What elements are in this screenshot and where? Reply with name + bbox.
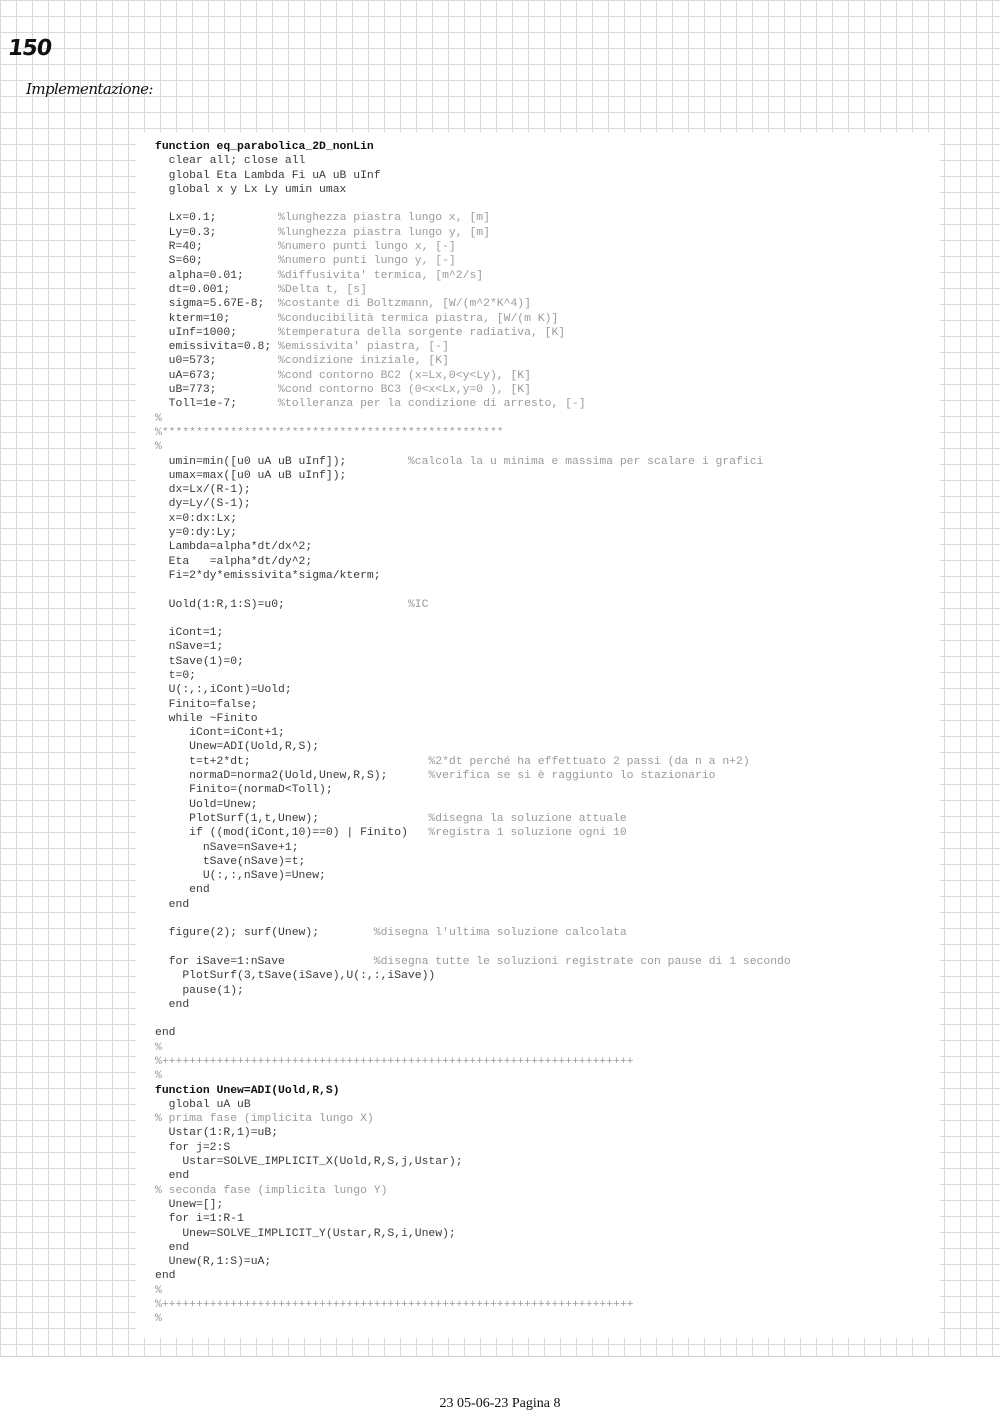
- code-line: [155, 183, 791, 197]
- code-comment: %disegna l'ultima soluzione calcolata: [373, 927, 627, 940]
- code-text: nSave=nSave+1;: [155, 841, 299, 854]
- code-comment: %: [155, 1070, 162, 1083]
- code-text: t=t+2*dt;: [155, 755, 429, 768]
- code-line: [155, 1098, 791, 1112]
- code-text: R=40;: [155, 241, 279, 254]
- code-text: Finito=false;: [155, 698, 258, 711]
- code-text: end: [155, 1027, 176, 1040]
- code-comment: %Delta t, [s]: [278, 283, 367, 296]
- code-line: [155, 1026, 791, 1040]
- code-text: global x y Lx Ly umin umax: [155, 183, 347, 196]
- code-line: [155, 755, 791, 769]
- code-comment: %condizione iniziale, [K]: [278, 355, 449, 368]
- code-line: [155, 1012, 791, 1026]
- code-text: normaD=norma2(Uold,Unew,R,S);: [155, 770, 429, 783]
- code-line: [155, 1126, 791, 1140]
- code-line: [155, 626, 791, 640]
- code-text: for i=1:R-1: [155, 1213, 244, 1226]
- code-comment: %costante di Boltzmann, [W/(m^2*K^4)]: [278, 298, 531, 311]
- code-line: [155, 855, 791, 869]
- code-line: [155, 783, 791, 797]
- code-line: [155, 698, 791, 712]
- code-text: function eq_parabolica_2D_nonLin: [155, 141, 374, 153]
- handwritten-page-number: 150: [6, 36, 53, 61]
- matlab-code-listing: [155, 140, 791, 1327]
- code-text: for iSave=1:nSave: [155, 955, 374, 968]
- code-text: end: [155, 1241, 190, 1254]
- code-line: [155, 1312, 791, 1326]
- code-line: [155, 197, 791, 211]
- code-line: [155, 312, 791, 326]
- code-line: [155, 397, 791, 411]
- code-text: iCont=1;: [155, 627, 224, 640]
- code-line: [155, 669, 791, 683]
- code-line: [155, 998, 791, 1012]
- code-line: [155, 297, 791, 311]
- code-text: end: [155, 884, 210, 897]
- code-line: [155, 1227, 791, 1241]
- code-text: sigma=5.67E-8;: [155, 298, 279, 311]
- code-text: U(:,:,nSave)=Unew;: [155, 870, 326, 883]
- code-text: end: [155, 898, 190, 911]
- code-comment: %cond contorno BC2 (x=Lx,0<y<Ly), [K]: [278, 369, 531, 382]
- code-line: [155, 1212, 791, 1226]
- code-text: end: [155, 1270, 176, 1283]
- code-line: [155, 326, 791, 340]
- code-line: [155, 169, 791, 183]
- code-line: [155, 898, 791, 912]
- code-line: [155, 1112, 791, 1126]
- code-line: [155, 383, 791, 397]
- code-comment: %: [155, 441, 162, 454]
- code-comment: %registra 1 soluzione ogni 10: [428, 827, 627, 840]
- code-comment: % prima fase (implicita lungo X): [155, 1113, 374, 1126]
- code-comment: %**************************************************: [155, 426, 504, 439]
- code-line: [155, 683, 791, 697]
- code-line: [155, 712, 791, 726]
- code-line: [155, 1184, 791, 1198]
- code-line: [155, 1069, 791, 1083]
- code-line: [155, 640, 791, 654]
- code-line: [155, 583, 791, 597]
- code-text: Finito=(normaD<Toll);: [155, 784, 333, 797]
- code-text: clear all; close all: [155, 155, 306, 168]
- code-line: [155, 254, 791, 268]
- code-line: [155, 154, 791, 168]
- code-comment: %lunghezza piastra lungo y, [m]: [278, 226, 490, 239]
- code-comment: % seconda fase (implicita lungo Y): [155, 1184, 388, 1197]
- code-text: Unew(R,1:S)=uA;: [155, 1256, 272, 1269]
- code-text: Unew=ADI(Uold,R,S);: [155, 741, 320, 754]
- code-line: [155, 798, 791, 812]
- code-line: [155, 569, 791, 583]
- code-line: [155, 1084, 791, 1098]
- code-text: pause(1);: [155, 984, 244, 997]
- code-line: [155, 869, 791, 883]
- code-text: Toll=1e-7;: [155, 398, 279, 411]
- code-comment: %tolleranza per la condizione di arresto, [-]: [278, 398, 586, 411]
- code-text: Eta =alpha*dt/dy^2;: [155, 555, 313, 568]
- code-text: if ((mod(iCont,10)==0) | Finito): [155, 827, 429, 840]
- code-text: nSave=1;: [155, 641, 224, 654]
- code-text: Unew=[];: [155, 1198, 224, 1211]
- code-line: [155, 283, 791, 297]
- code-comment: %disegna la soluzione attuale: [428, 812, 627, 825]
- code-comment: %2*dt perché ha effettuato 2 passi (da n a n+2): [428, 755, 750, 768]
- code-line: [155, 598, 791, 612]
- code-text: dy=Ly/(S-1);: [155, 498, 251, 511]
- code-line: [155, 1241, 791, 1255]
- code-text: umin=min([u0 uA uB uInf]);: [155, 455, 408, 468]
- code-text: U(:,:,iCont)=Uold;: [155, 684, 292, 697]
- code-text: Lambda=alpha*dt/dx^2;: [155, 541, 313, 554]
- code-panel: [136, 132, 940, 1338]
- code-comment: %: [155, 1041, 162, 1054]
- code-line: [155, 412, 791, 426]
- code-text: u0=573;: [155, 355, 279, 368]
- code-text: PlotSurf(1,t,Unew);: [155, 812, 429, 825]
- code-line: [155, 841, 791, 855]
- code-line: [155, 555, 791, 569]
- page-footer: 23 05-06-23 Pagina 8: [439, 1396, 561, 1411]
- code-line: [155, 941, 791, 955]
- code-text: Ustar(1:R,1)=uB;: [155, 1127, 279, 1140]
- code-text: y=0:dy:Ly;: [155, 527, 238, 540]
- code-line: [155, 1141, 791, 1155]
- code-line: [155, 226, 791, 240]
- code-line: [155, 612, 791, 626]
- code-line: [155, 211, 791, 225]
- code-comment: %temperatura della sorgente radiativa, [K]: [278, 326, 566, 339]
- code-line: [155, 912, 791, 926]
- code-text: uInf=1000;: [155, 326, 279, 339]
- code-line: [155, 969, 791, 983]
- code-line: [155, 1041, 791, 1055]
- code-comment: %verifica se si è raggiunto lo stazionario: [428, 770, 716, 783]
- code-line: [155, 1055, 791, 1069]
- code-text: dt=0.001;: [155, 283, 279, 296]
- code-text: for j=2:S: [155, 1141, 231, 1154]
- code-comment: %: [155, 1284, 162, 1297]
- code-line: [155, 1155, 791, 1169]
- code-text: kterm=10;: [155, 312, 279, 325]
- code-line: [155, 740, 791, 754]
- code-text: PlotSurf(3,tSave(iSave),U(:,:,iSave)): [155, 970, 436, 983]
- code-text: Ustar=SOLVE_IMPLICIT_X(Uold,R,S,j,Ustar);: [155, 1156, 463, 1169]
- code-comment: %disegna tutte le soluzioni registrate con pause di 1 secondo: [373, 955, 791, 968]
- code-comment: %+++++++++++++++++++++++++++++++++++++++++++++++++++++++++++++++++++++: [155, 1056, 634, 1068]
- code-text: S=60;: [155, 255, 279, 268]
- code-comment: %: [155, 412, 162, 425]
- code-text: emissivita=0.8;: [155, 341, 279, 354]
- code-line: [155, 497, 791, 511]
- code-line: [155, 826, 791, 840]
- code-line: [155, 726, 791, 740]
- code-line: [155, 440, 791, 454]
- code-line: [155, 526, 791, 540]
- code-line: [155, 812, 791, 826]
- code-comment: %IC: [407, 598, 429, 611]
- code-text: while ~Finito: [155, 712, 258, 725]
- code-text: global Eta Lambda Fi uA uB uInf: [155, 169, 381, 182]
- code-text: t=0;: [155, 669, 197, 682]
- code-line: [155, 240, 791, 254]
- code-line: [155, 469, 791, 483]
- code-text: function Unew=ADI(Uold,R,S): [155, 1084, 340, 1097]
- code-line: [155, 1198, 791, 1212]
- code-line: [155, 1269, 791, 1283]
- code-line: [155, 455, 791, 469]
- code-text: end: [155, 998, 190, 1011]
- code-text: Lx=0.1;: [155, 212, 279, 225]
- code-text: Uold(1:R,1:S)=u0;: [155, 598, 408, 611]
- code-comment: %+++++++++++++++++++++++++++++++++++++++++++++++++++++++++++++++++++++: [155, 1299, 634, 1312]
- code-text: end: [155, 1170, 190, 1183]
- code-line: [155, 354, 791, 368]
- code-comment: %calcola la u minima e massima per scalare i grafici: [407, 455, 764, 468]
- code-comment: %: [155, 1313, 162, 1326]
- code-text: tSave(1)=0;: [155, 655, 244, 668]
- code-line: [155, 1255, 791, 1269]
- section-title: Implementazione:: [26, 80, 153, 98]
- code-text: uA=673;: [155, 369, 279, 382]
- code-line: [155, 955, 791, 969]
- code-text: Unew=SOLVE_IMPLICIT_Y(Ustar,R,S,i,Unew);: [155, 1227, 456, 1240]
- code-line: [155, 369, 791, 383]
- code-comment: %numero punti lungo x, [-]: [278, 241, 456, 254]
- code-text: alpha=0.01;: [155, 269, 279, 282]
- code-text: uB=773;: [155, 384, 279, 397]
- code-line: [155, 883, 791, 897]
- code-line: [155, 512, 791, 526]
- code-line: [155, 769, 791, 783]
- code-text: global uA uB: [155, 1098, 251, 1111]
- code-line: [155, 140, 791, 154]
- code-comment: %conducibilità termica piastra, [W/(m K)]: [278, 312, 559, 325]
- code-line: [155, 483, 791, 497]
- code-line: [155, 984, 791, 998]
- code-text: Uold=Unew;: [155, 798, 258, 811]
- code-comment: %cond contorno BC3 (0<x<Lx,y=0 ), [K]: [278, 384, 531, 397]
- code-comment: %numero punti lungo y, [-]: [278, 255, 456, 268]
- code-line: [155, 340, 791, 354]
- code-line: [155, 655, 791, 669]
- code-line: [155, 926, 791, 940]
- code-line: [155, 1284, 791, 1298]
- code-line: [155, 426, 791, 440]
- code-text: x=0:dx:Lx;: [155, 512, 238, 525]
- code-text: umax=max([u0 uA uB uInf]);: [155, 469, 347, 482]
- code-comment: %emissivita' piastra, [-]: [278, 341, 449, 354]
- code-text: iCont=iCont+1;: [155, 727, 285, 740]
- code-text: figure(2); surf(Unew);: [155, 927, 374, 940]
- code-comment: %lunghezza piastra lungo x, [m]: [278, 212, 490, 225]
- code-text: Ly=0.3;: [155, 226, 279, 239]
- code-line: [155, 269, 791, 283]
- code-line: [155, 540, 791, 554]
- code-text: tSave(nSave)=t;: [155, 855, 306, 868]
- code-line: [155, 1298, 791, 1312]
- code-comment: %diffusivita' termica, [m^2/s]: [278, 269, 484, 282]
- code-text: Fi=2*dy*emissivita*sigma/kterm;: [155, 569, 381, 582]
- code-line: [155, 1169, 791, 1183]
- code-text: dx=Lx/(R-1);: [155, 484, 251, 497]
